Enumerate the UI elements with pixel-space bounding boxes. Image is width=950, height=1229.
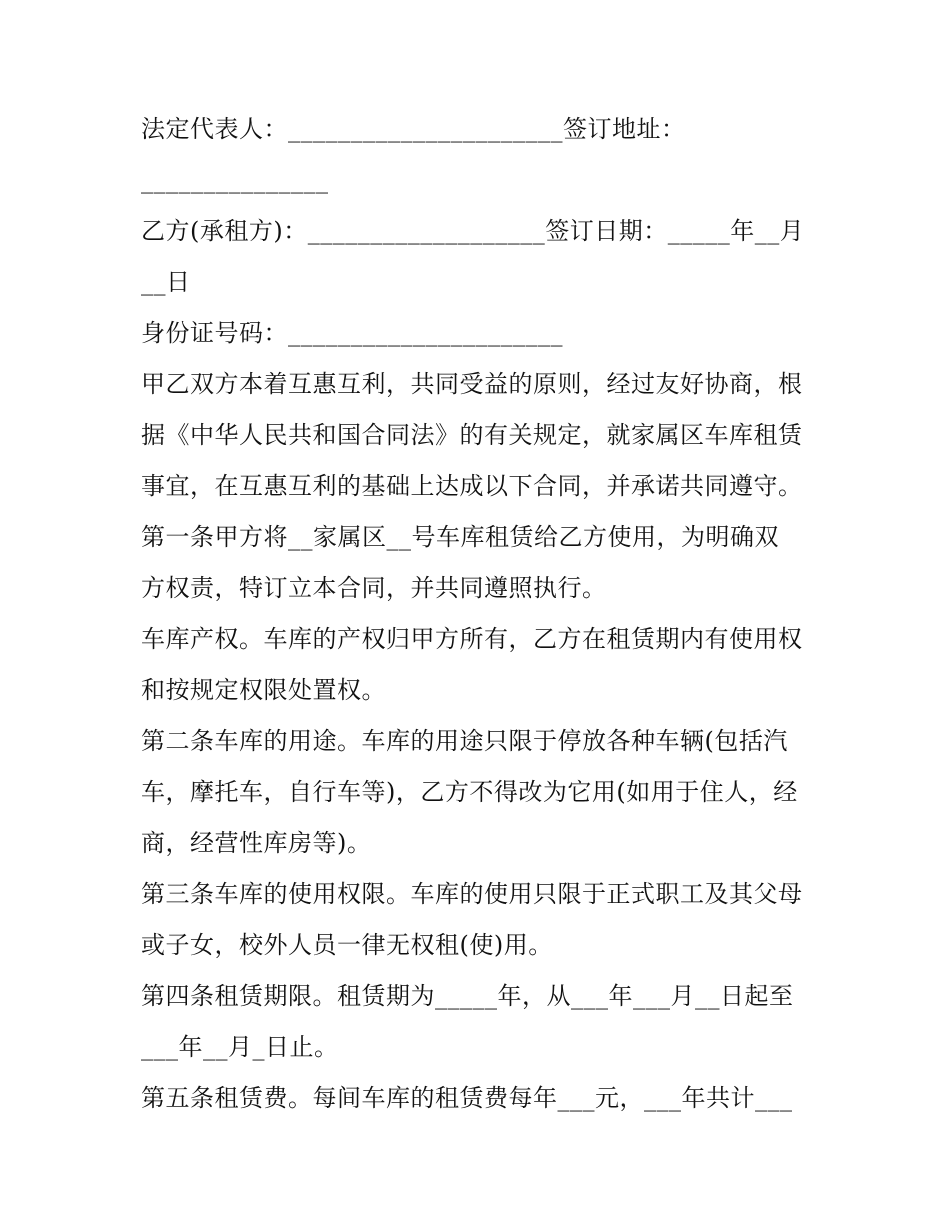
legal-representative-line: 法定代表人：______________________签订地址：	[141, 115, 686, 143]
article-3-line-1: 第三条车库的使用权限。车库的使用只限于正式职工及其父母	[141, 880, 803, 908]
preamble-line-1: 甲乙双方本着互惠互利，共同受益的原则，经过友好协商，根	[141, 370, 803, 398]
property-rights-line-1: 车库产权。车库的产权归甲方所有，乙方在租赁期内有使用权	[141, 625, 803, 653]
article-5-line-1: 第五条租赁费。每间车库的租赁费每年___元，___年共计___	[141, 1084, 793, 1112]
article-2-line-3: 商，经营性库房等)。	[141, 829, 372, 857]
signing-day-line: __日	[141, 268, 191, 296]
article-4-line-1: 第四条租赁期限。租赁期为_____年，从___年___月__日起至	[141, 982, 794, 1010]
article-1-line-1: 第一条甲方将__家属区__号车库租赁给乙方使用，为明确双	[141, 523, 779, 551]
property-rights-line-2: 和按规定权限处置权。	[141, 676, 386, 704]
article-2-line-1: 第二条车库的用途。车库的用途只限于停放各种车辆(包括汽	[141, 727, 788, 755]
signing-address-blank-line: _______________	[141, 166, 329, 194]
article-2-line-2: 车，摩托车，自行车等)，乙方不得改为它用(如用于住人，经	[141, 778, 798, 806]
article-3-line-2: 或子女，校外人员一律无权租(使)用。	[141, 931, 553, 959]
preamble-line-2: 据《中华人民共和国合同法》的有关规定，就家属区车库租赁	[141, 421, 803, 449]
contract-text	[141, 104, 821, 1124]
article-1-line-2: 方权责，特订立本合同，并共同遵照执行。	[141, 574, 607, 602]
article-4-line-2: ___年__月_日止。	[141, 1033, 339, 1061]
preamble-line-3: 事宜，在互惠互利的基础上达成以下合同，并承诺共同遵守。	[141, 472, 803, 500]
party-b-line: 乙方(承租方)：___________________签订日期：_____年__月	[141, 217, 805, 245]
id-number-line: 身份证号码：______________________	[141, 319, 563, 347]
